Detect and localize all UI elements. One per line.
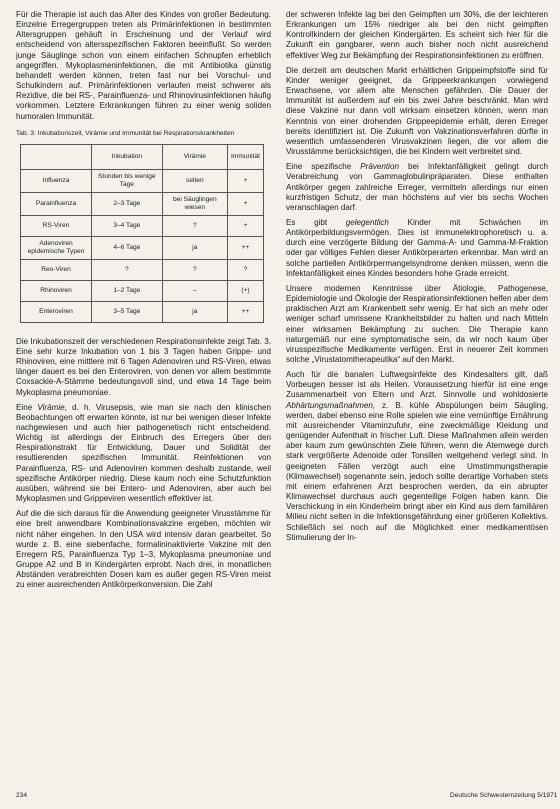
table-row xyxy=(21,280,264,301)
table-cell-inkubation: 4–6 Tage xyxy=(92,236,163,259)
right-column xyxy=(286,10,548,548)
table-cell-immunitaet: ++ xyxy=(228,236,264,259)
table-cell-name: Reo-Viren xyxy=(21,259,92,280)
italic-term: Virämie, xyxy=(37,402,67,412)
table-cell-inkubation: 2–3 Tage xyxy=(92,192,163,215)
table-cell-name: Parainfluenza xyxy=(21,192,92,215)
table-row xyxy=(21,236,264,259)
text-run: Eine spezifische xyxy=(286,162,361,172)
text-run: Auch für die banalen Luftwegsinfekte des Kindesalters gilt, daß Vorbeugen besser ist als Heilen. Voraussetzung hierfür ist eine enge Zusammenarbeit von Eltern und Arzt. Sinnvolle und wohldosierte xyxy=(286,370,548,400)
table-cell-viraemie: bei Säuglingen wiesen xyxy=(162,192,227,215)
table-cell-immunitaet: ++ xyxy=(228,301,264,322)
paragraph-incubation: Die Inkubationszeit der verschiedenen Respirationsinfekte zeigt Tab. 3. Eine sehr kurze Inkubation von 1 bis 3 Tagen haben Grippe- und Rhinoviren, eine mittlere mit 6 Tagen Adenoviren und RS-Viren, etwas länger dauert es bei den Enteroviren, von denen vor allem bestimmte Coxsackie-A-Stämme bedeutungsvoll sind, und etwa 14 Tage beim Mykoplasma pneumoniae. xyxy=(16,336,271,397)
italic-term: Prävention xyxy=(360,162,399,172)
text-run: Es gibt xyxy=(286,217,346,227)
table-cell-immunitaet: (+) xyxy=(228,280,264,301)
italic-term: gelegentlich xyxy=(345,217,389,227)
text-run: z. B. kühle Abspülungen beim Säugling, werden, dabei ebenso eine Rolle spielen wie eine vernünftige Ernährung mit ausreichender Vitaminzufuhr, eine zweckmäßige Kleidung und genügender Aufenthalt in frischer Luft. Diese Maßnahmen allein werden aber kaum zum gewünschten Ziele führen, wenn die Atemwege durch stark vergrößerte Adenoide oder Tonsillen weitgehend verlegt sind. In geeigneten Fällen verzögt auch eine Umstimmungstherapie (Klimawechsel) sogenannte sein, jedoch sollte derartige Vorhaben stets mit einem erfahrenen Arzt besprochen werden, da ein abrupter Klimawechsel durchaus auch gegenteilige Folgen haben kann. Die Verschickung in ein Kinderheim bringt aber ein Kind aus dem familiären Milieu nicht selten in die Infektionsgefährdung einer größeren Kollektivs. Schließlich sei noch auf die Möglichkeit einer medikamentösen Stimulierung der In- xyxy=(286,400,548,542)
table-cell-name: Rhinoviren xyxy=(21,280,92,301)
table-cell-viraemie: ja xyxy=(162,236,227,259)
table-cell-viraemie: – xyxy=(162,280,227,301)
text-run: Eine xyxy=(16,402,38,412)
table-row xyxy=(21,169,264,192)
table-caption: Tab. 3: Inkubationszeit, Virämie und Immunität bei Respirationskrankheiten xyxy=(16,129,235,137)
paragraph-therapy-age: Für die Therapie ist auch das Alter des Kindes von großer Bedeutung. Einzelne Erregergruppen treten als Primärinfektionen in bestimmten Altersgruppen gehäuft in Erscheinung und der Verlauf wird entscheidend von altersspezifischen Faktoren beeinflußt. So werden junge Säuglinge schon von einem einfachen Schnupfen erheblich angegriffen. Mykoplasmeninfektionen, die mit Antibiotika günstig behandelt werden können, treten fast nur bei Vorschul- und Schulkindern auf. Primärinfektionen verlaufen meist schwerer als Rezidive, die bei RS-, Parainfluenza- und Rhinovirusinfektionen häufig vorkommen. Letztere Erkrankungen führen zu einer wenig soliden humoralen Immunität. xyxy=(16,10,271,121)
paragraph-antibody-deficiency xyxy=(286,218,548,279)
table-header-empty xyxy=(21,144,92,169)
table-cell-immunitaet: + xyxy=(228,192,264,215)
journal-name: Deutsche Schwesternzeitung 5/1971 xyxy=(450,792,558,799)
table-cell-immunitaet: ? xyxy=(228,259,264,280)
incubation-table xyxy=(20,144,264,323)
table-row xyxy=(21,215,264,236)
table-cell-viraemie: ? xyxy=(162,259,227,280)
table-cell-inkubation: 3–4 Tage xyxy=(92,215,163,236)
table-row xyxy=(21,192,264,215)
left-column xyxy=(16,10,271,595)
table-cell-name: RS-Viren xyxy=(21,215,92,236)
table-cell-name: Influenza xyxy=(21,169,92,192)
table-cell-inkubation: 1–2 Tage xyxy=(92,280,163,301)
table-cell-viraemie: ? xyxy=(162,215,227,236)
table-cell-immunitaet: + xyxy=(228,169,264,192)
table-row xyxy=(21,301,264,322)
table-header-viraemie: Virämie xyxy=(162,144,227,169)
text-run: bei Infektanfälligkeit gelingt durch Verabreichung von Gammaglobulinpräparaten. Diese enthalten Antikörper gegen zahlreiche Erreger, vermitteln allerdings nur einen kurzfristigen Schutz, der man höchstens auf vier bis sechs Wochen veranschlagen darf. xyxy=(286,162,548,212)
paragraph-prophylaxis: Auf die die sich daraus für die Anwendung geeigneter Virusstämme für eine breit anwendbare Kombinationsvakzine ergeben, möchten wir nicht näher eingehen. In den USA wird intensiv daran gearbeitet. So wurde z. B. eine siebenfache, formalininaktivierte Vakzine mit den Erregern RS, Parainfluenza Typ 1–3, Mykoplasma pneumoniae und Gruppe A2 und B in Kindergärten erprobt. Nach drei, in monatlichen Abständen verabreichten Dosen kam es außer gegen RS-Viren meist zu einer ausreichenden Antikörperkonversion. Die Zahl xyxy=(16,509,271,590)
table-cell-viraemie: selten xyxy=(162,169,227,192)
table-cell-inkubation: Stunden bis wenige Tage xyxy=(92,169,163,192)
page-number: 234 xyxy=(16,792,28,799)
paragraph-vaccine-results: der schweren Infekte lag bei den Geimpften um 30%, die der leichteren Erkrankungen um 15% niedriger als bei den nicht geimpften Kontrollkindern der gleichen Kindergärten. Es scheint sich hier für die Zukunft ein gangbarer, wenn auch bisher noch nicht ausreichend effektiver Weg zur Bekämpfung der Respirationsinfektionen zu eröffnen. xyxy=(286,10,548,60)
italic-term: Abhärtungsmaßnahmen, xyxy=(286,400,376,410)
table-header-row xyxy=(21,144,264,169)
table-header-inkubation: Inkubation xyxy=(92,144,163,169)
paragraph-knowledge: Unsere modernen Kenntnisse über Ätiologie, Pathogenese, Epidemiologie und Ökologie der Respirationsinfektionen helfen aber dem praktischen Arzt am Krankenbett sehr wenig. Er hat sich an mehr oder weniger scharf umrissene Krankheitsbilder zu halten und nach Mitteln einer wirksamen Bekämpfung zu suchen. Die Therapie kann naturgemäß nur eine symptomatische sein, da wir noch kaum über virusspezifische Medikamente verfügen. Erst in neuerer Zeit kommen solche „Virustatomtherapeutika“ auf den Markt. xyxy=(286,283,548,364)
table-cell-inkubation: 3–5 Tage xyxy=(92,301,163,322)
table-row xyxy=(21,259,264,280)
table-header-immunitaet: Immunität xyxy=(228,144,264,169)
table-cell-immunitaet: + xyxy=(228,215,264,236)
paragraph-prevention xyxy=(286,162,548,213)
table-cell-inkubation: ? xyxy=(92,259,163,280)
text-run: Kinder mit Schwächen im Antikörperbildungsvermögen. Dies ist immunelektrophoretisch u. a. durch eine verzögerte Bildung der Gamma-A- und Gamma-M-Fraktion oder gar völliges Fehlen dieser Antikörperarten erkennbar. Man wird an solche partiellen Antikörpermangelsyndrome denken müssen, wenn die Infektanfälligkeit eines Kindes besonders hohe Grade erreicht. xyxy=(286,217,548,278)
text-run: d. h. Virusepsis, wie man sie nach den klinischen Beobachtungen oft erwarten könnte, ist nur bei wenigen dieser Infekte nachgewiesen und auch hier pathogenetisch nicht entscheidend. Wichtig ist allerdings der Einbruch des Erregers über den Respirationstrakt für Entwicklung, Dauer und Solidität der resultierenden spezifischen Immunität. Reinfektionen von Parainfluenza, RS- und Adenoviren kommen deshalb zustande, weil spezifische Antikörper niedrig. Diese kaum noch eine Schutzfunktion ausüben, während sie bei Entero- und Adenoviren, aber auch bei Mykoplasmen und Grippeviren wesentlich effektiver ist. xyxy=(16,402,271,504)
table-cell-name: Adenoviren epidemische Typen xyxy=(21,236,92,259)
paragraph-prevention-better xyxy=(286,370,548,543)
table-cell-name: Enteroviren xyxy=(21,301,92,322)
table-cell-viraemie: ja xyxy=(162,301,227,322)
paragraph-viraemia xyxy=(16,403,271,505)
paragraph-flu-vaccines: Die derzeit am deutschen Markt erhältlichen Grippeimpfstoffe sind für Kinder weniger geeignet, da Grippeerkrankungen vorwiegend Erwachsene, vor allem alte Menschen gefährden. Die Dauer der Immunität ist außerdem auf ein bis zwei Jahre beschränkt. Man wird diese Vakzine nur dann voll wirksam einsetzen können, wenn man Kenntnis von einer drohenden Grippeepidemie erhält, deren Erreger bereits identifiziert ist. Die Zukunft von Vakzinationsverfahren dürfte in wesentlich umfassenderen Virusvakzinen liegen, die vor allem die Virusstämme berücksichtigen, die bei Kindern weit verbreitet sind. xyxy=(286,65,548,157)
